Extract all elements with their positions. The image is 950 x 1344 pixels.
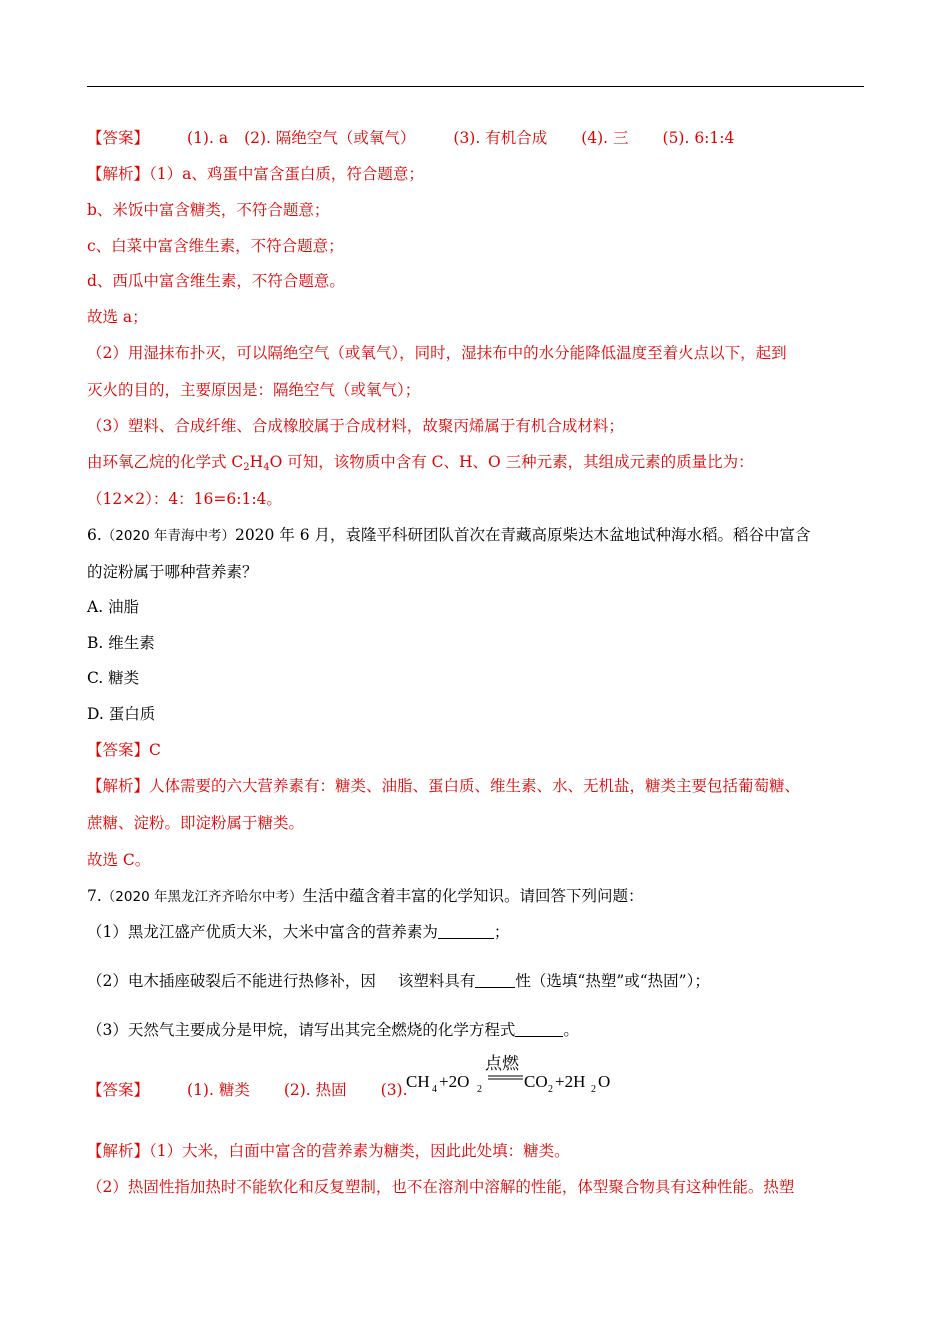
- q7-number: 7.: [87, 887, 102, 905]
- q7-blank-2[interactable]: [475, 973, 515, 988]
- formula-text-mid: H: [249, 453, 264, 471]
- q7-part-2-text-b: 该塑料具有: [397, 972, 476, 990]
- q5-answer-4: (4). 三: [581, 129, 629, 147]
- q7-blank-1[interactable]: [438, 924, 494, 939]
- q7-part-2: [87, 971, 710, 991]
- q6-stem-line-2: 的淀粉属于哪种营养素？: [87, 563, 258, 581]
- q5-answer-2: (2). 隔绝空气（或氧气）: [244, 129, 416, 147]
- eq-sub-2a: 2: [477, 1084, 482, 1095]
- eq-co: CO: [524, 1072, 548, 1091]
- formula-text-post: O 可知，该物质中含有 C、H、O 三种元素，其组成元素的质量比为：: [269, 453, 754, 471]
- q5-analysis-formula-line: [87, 452, 754, 472]
- q7-stem-text: 生活中蕴含着丰富的化学知识。请回答下列问题：: [302, 887, 644, 905]
- q7-answer-3-label: (3).: [380, 1081, 408, 1099]
- q6-answer: C: [149, 741, 161, 759]
- q5-analysis-line-5: 故选 a；: [87, 308, 148, 326]
- answer-tag: 【答案】: [87, 741, 150, 759]
- q7-part-3: [87, 1020, 579, 1040]
- q5-analysis-line-6: （2）用湿抹布扑灭，可以隔绝空气（或氧气），同时，湿抹布中的水分能降低温度至着火点以下，起到: [87, 344, 787, 362]
- q7-part-2-text-a: （2）电木插座破裂后不能进行热修补，因: [87, 972, 376, 990]
- q7-analysis-line-2: （2）热固性指加热时不能软化和反复塑制，也不在溶剂中溶解的性能，体型聚合物具有这种性能。热塑: [87, 1178, 795, 1196]
- eq-o: O: [598, 1072, 611, 1091]
- q5-analysis-line-2: b、米饭中富含糖类，不符合题意；: [87, 201, 330, 219]
- q7-source: （2020 年黑龙江齐齐哈尔中考）: [101, 889, 303, 905]
- q5-analysis-text-1: （1）a、鸡蛋中富含蛋白质，符合题意；: [149, 165, 424, 183]
- q6-number: 6.: [87, 526, 102, 544]
- eq-sub-4: 4: [432, 1084, 437, 1095]
- q6-analysis-text-1: 人体需要的六大营养素有：糖类、油脂、蛋白质、维生素、水、无机盐，糖类主要包括葡萄糖、: [149, 777, 801, 795]
- q5-answer-3: (3). 有机合成: [453, 129, 548, 147]
- q7-analysis-line-1: [87, 1141, 570, 1161]
- answer-tag: 【答案】: [87, 129, 150, 147]
- q7-part-2-text-c: 性（选填“热塑”或“热固”）；: [515, 972, 710, 990]
- q5-analysis-line-1: [87, 164, 424, 184]
- analysis-tag: 【解析】: [87, 1142, 150, 1160]
- q7-part-1: [87, 922, 509, 942]
- q6-option-b: B. 维生素: [87, 634, 155, 652]
- q7-answer-line: [87, 1080, 408, 1100]
- q7-analysis-text-1: （1）大米，白面中富含的营养素为糖类，因此此处填：糖类。: [149, 1142, 570, 1160]
- q6-answer-line: [87, 740, 161, 760]
- q5-analysis-line-7: 灭火的目的，主要原因是：隔绝空气（或氧气）；: [87, 381, 421, 399]
- eq-ch: CH: [406, 1072, 430, 1091]
- eq-sub-2b: 2: [548, 1084, 553, 1095]
- q7-part-1-text: （1）黑龙江盛产优质大米，大米中富含的营养素为: [87, 923, 438, 941]
- eq-plus-2h: +2H: [555, 1072, 586, 1091]
- q7-stem-line: [87, 886, 643, 907]
- eq-plus-2o: +2O: [439, 1072, 470, 1091]
- q6-source: （2020 年青海中考）: [101, 528, 235, 544]
- q6-stem-line-1: [87, 525, 811, 546]
- q5-ratio-line: （12×2）：4：16=6:1:4。: [87, 490, 282, 508]
- q5-analysis-line-4: d、西瓜中富含维生素，不符合题意。: [87, 272, 345, 290]
- eq-sub-2c: 2: [591, 1084, 596, 1095]
- q6-option-c: C. 糖类: [87, 669, 140, 687]
- q7-answer-2: (2). 热固: [283, 1081, 347, 1099]
- q5-analysis-line-8: （3）塑料、合成纤维、合成橡胶属于合成材料，故聚丙烯属于有机合成材料；: [87, 417, 624, 435]
- q5-answer-line: [87, 128, 734, 148]
- q7-part-3-text: （3）天然气主要成分是甲烷，请写出其完全燃烧的化学方程式: [87, 1021, 516, 1039]
- q7-part-3-end: 。: [563, 1021, 579, 1039]
- q5-answer-1: (1). a: [187, 129, 229, 147]
- q7-part-1-end: ；: [493, 923, 510, 941]
- analysis-tag: 【解析】: [87, 165, 150, 183]
- combustion-equation: [406, 1052, 636, 1098]
- q6-option-a: A. 油脂: [87, 598, 140, 616]
- q6-analysis-line-1: [87, 776, 800, 796]
- header-rule: [87, 86, 864, 87]
- formula-text-pre: 由环氧乙烷的化学式 C: [87, 453, 244, 471]
- q7-answer-1: (1). 糖类: [187, 1081, 250, 1099]
- q6-option-d: D. 蛋白质: [87, 705, 156, 723]
- analysis-tag: 【解析】: [87, 777, 150, 795]
- formula-sub-2: 4: [263, 462, 270, 473]
- answer-tag: 【答案】: [87, 1081, 150, 1099]
- q7-blank-3[interactable]: [515, 1022, 563, 1037]
- formula-sub-1: 2: [243, 462, 250, 473]
- q6-stem-text-1: 2020 年 6 月，袁隆平科研团队首次在青藏高原柴达木盆地试种海水稻。稻谷中富含: [234, 526, 811, 544]
- q5-analysis-line-3: c、白菜中富含维生素，不符合题意；: [87, 237, 344, 255]
- equation-condition: 点燃: [485, 1054, 519, 1073]
- q6-analysis-line-2: 蔗糖、淀粉。即淀粉属于糖类。: [87, 814, 305, 832]
- q6-choice-line: 故选 C。: [87, 851, 151, 869]
- q5-answer-5: (5). 6:1:4: [662, 129, 735, 147]
